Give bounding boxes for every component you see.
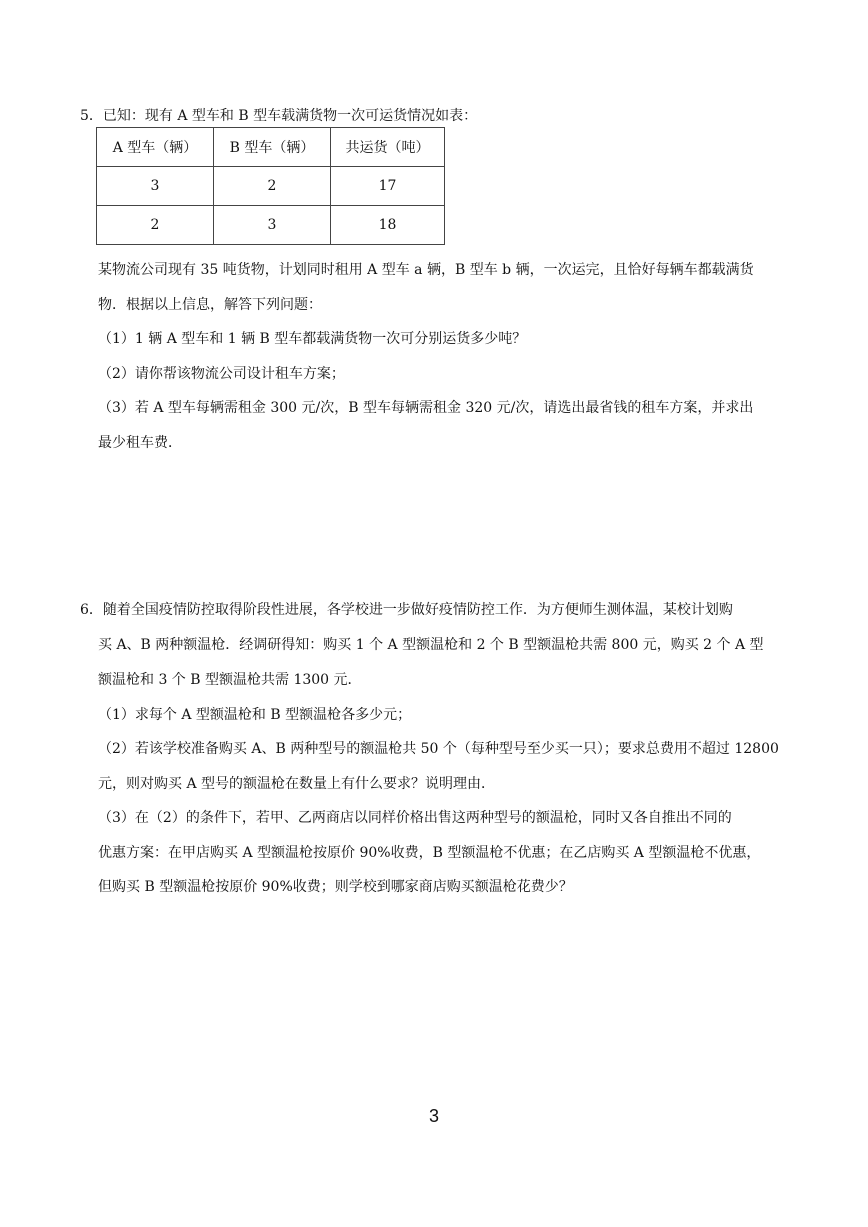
table-header-row bbox=[97, 128, 445, 167]
q6-line-1: 6．随着全国疫情防控取得阶段性进展，各学校进一步做好疫情防控工作．为方便师生测体温，某校计划购 bbox=[80, 602, 733, 618]
q6-line-2: 买 A、B 两种额温枪．经调研得知：购买 1 个 A 型额温枪和 2 个 B 型额温枪共需 800 元，购买 2 个 A 型 bbox=[98, 637, 764, 653]
table-cell: 17 bbox=[331, 167, 445, 206]
table-row bbox=[97, 167, 445, 206]
q5-part-1: （1）1 辆 A 型车和 1 辆 B 型车都载满货物一次可分别运货多少吨？ bbox=[98, 331, 527, 347]
q6-part-3-line-2: 优惠方案：在甲店购买 A 型额温枪按原价 90%收费，B 型额温枪不优惠；在乙店购买 A 型额温枪不优惠， bbox=[98, 845, 761, 861]
q5-part-2: （2）请你帮该物流公司设计租车方案； bbox=[98, 366, 345, 382]
table-cell: 3 bbox=[214, 206, 331, 245]
q6-part-2-line-2: 元，则对购买 A 型号的额温枪在数量上有什么要求？说明理由． bbox=[98, 776, 496, 792]
q6-part-3-line-1: （3）在（2）的条件下，若甲、乙两商店以同样价格出售这两种型号的额温枪，同时又各自推出不同的 bbox=[98, 810, 732, 826]
q6-part-3-line-3: 但购买 B 型额温枪按原价 90%收费；则学校到哪家商店购买额温枪花费少？ bbox=[98, 879, 573, 895]
cargo-table bbox=[96, 127, 445, 245]
q5-text-line-2: 物．根据以上信息，解答下列问题： bbox=[98, 297, 322, 313]
q6-line-3: 额温枪和 3 个 B 型额温枪共需 1300 元． bbox=[98, 672, 362, 688]
table-cell: 18 bbox=[331, 206, 445, 245]
table-cell: 3 bbox=[97, 167, 214, 206]
q5-part-3-line-1: （3）若 A 型车每辆需租金 300 元/次，B 型车每辆需租金 320 元/次，请选出最省钱的租车方案，并求出 bbox=[98, 400, 754, 416]
table-header-cell: 共运货（吨） bbox=[331, 128, 445, 167]
page-number: 3 bbox=[428, 1106, 439, 1126]
q5-text-line-1: 某物流公司现有 35 吨货物，计划同时租用 A 型车 a 辆，B 型车 b 辆，一次运完，且恰好每辆车都载满货 bbox=[98, 262, 754, 278]
table-header-cell: B 型车（辆） bbox=[214, 128, 331, 167]
q5-part-3-line-2: 最少租车费． bbox=[98, 435, 182, 451]
q6-part-1: （1）求每个 A 型额温枪和 B 型额温枪各多少元； bbox=[98, 707, 412, 723]
table-row bbox=[97, 206, 445, 245]
q5-intro: 5．已知：现有 A 型车和 B 型车载满货物一次可运货情况如表： bbox=[80, 108, 478, 124]
q6-part-2-line-1: （2）若该学校准备购买 A、B 两种型号的额温枪共 50 个（每种型号至少买一只）；要求总费用不超过 12800 bbox=[98, 741, 779, 757]
table-cell: 2 bbox=[97, 206, 214, 245]
table-header-cell: A 型车（辆） bbox=[97, 128, 214, 167]
table-cell: 2 bbox=[214, 167, 331, 206]
